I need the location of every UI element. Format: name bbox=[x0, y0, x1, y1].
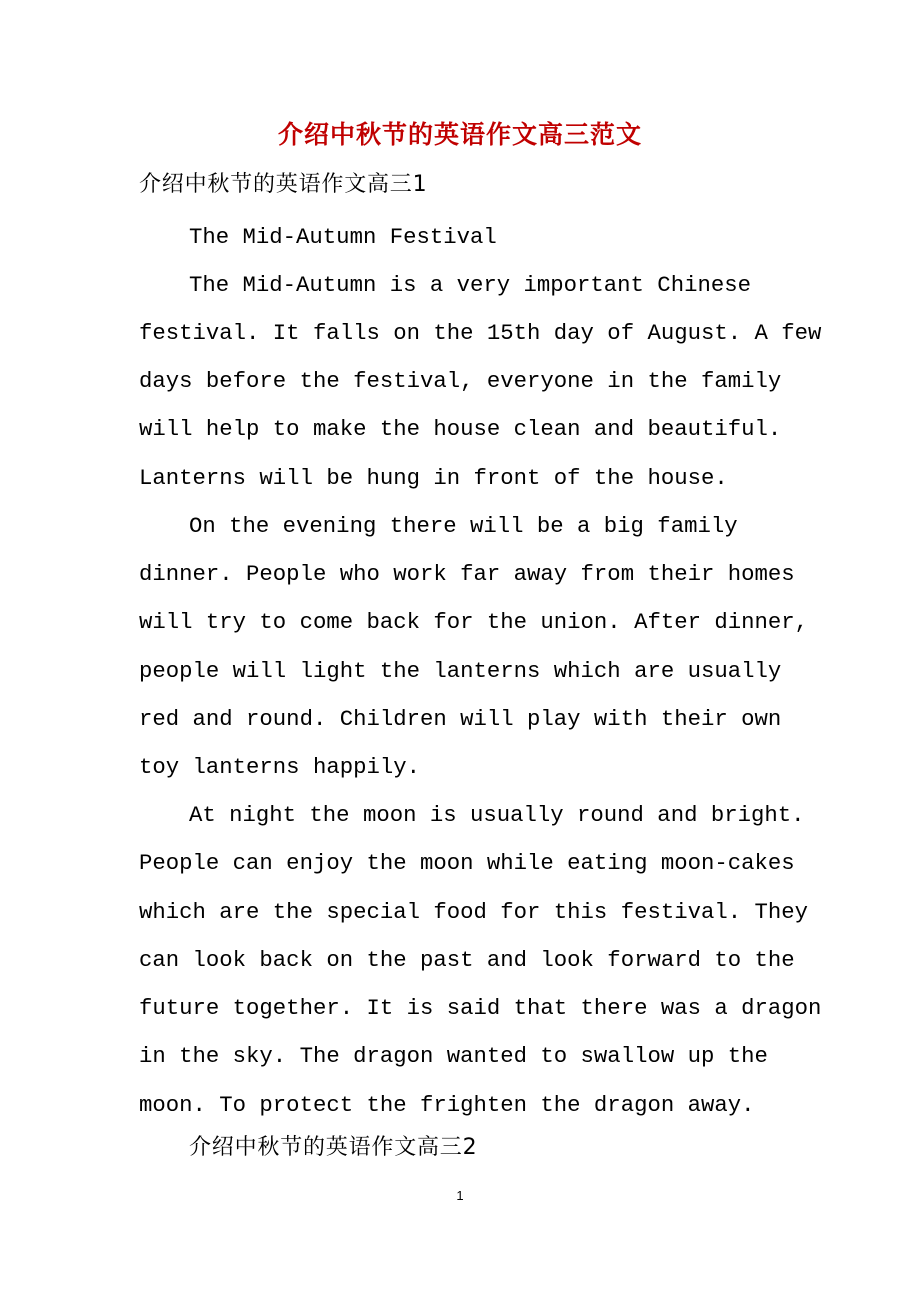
paragraph-2-line: will try to come back for the union. After dinner, bbox=[139, 609, 809, 635]
paragraph-2-line: dinner. People who work far away from their homes bbox=[139, 561, 795, 587]
section-heading-1: 介绍中秋节的英语作文高三1 bbox=[139, 172, 428, 197]
paragraph-1-line: will help to make the house clean and beautiful. bbox=[139, 416, 782, 442]
paragraph-3-line: which are the special food for this festival. They bbox=[139, 899, 809, 925]
essay-title: The Mid-Autumn Festival bbox=[189, 224, 497, 250]
paragraph-3-line: People can enjoy the moon while eating moon-cakes bbox=[139, 850, 795, 876]
page-number: 1 bbox=[456, 1188, 464, 1203]
paragraph-2-line: red and round. Children will play with their own bbox=[139, 706, 782, 732]
paragraph-1-line: Lanterns will be hung in front of the house. bbox=[139, 465, 728, 491]
paragraph-3-line: moon. To protect the frighten the dragon away. bbox=[139, 1092, 755, 1118]
paragraph-1-line: festival. It falls on the 15th day of August. A few bbox=[139, 320, 822, 346]
paragraph-2-line: people will light the lanterns which are usually bbox=[139, 658, 782, 684]
paragraph-2-line: toy lanterns happily. bbox=[139, 754, 420, 780]
paragraph-3-line: At night the moon is usually round and bright. bbox=[189, 802, 805, 828]
paragraph-3-line: in the sky. The dragon wanted to swallow up the bbox=[139, 1043, 768, 1069]
paragraph-1-line: The Mid-Autumn is a very important Chinese bbox=[189, 272, 751, 298]
document-title: 介绍中秋节的英语作文高三范文 bbox=[277, 120, 642, 149]
section-heading-2: 介绍中秋节的英语作文高三2 bbox=[189, 1135, 478, 1160]
paragraph-2-line: On the evening there will be a big family bbox=[189, 513, 738, 539]
paragraph-3-line: can look back on the past and look forward to the bbox=[139, 947, 795, 973]
paragraph-3-line: future together. It is said that there was a dragon bbox=[139, 995, 822, 1021]
paragraph-1-line: days before the festival, everyone in the family bbox=[139, 368, 782, 394]
